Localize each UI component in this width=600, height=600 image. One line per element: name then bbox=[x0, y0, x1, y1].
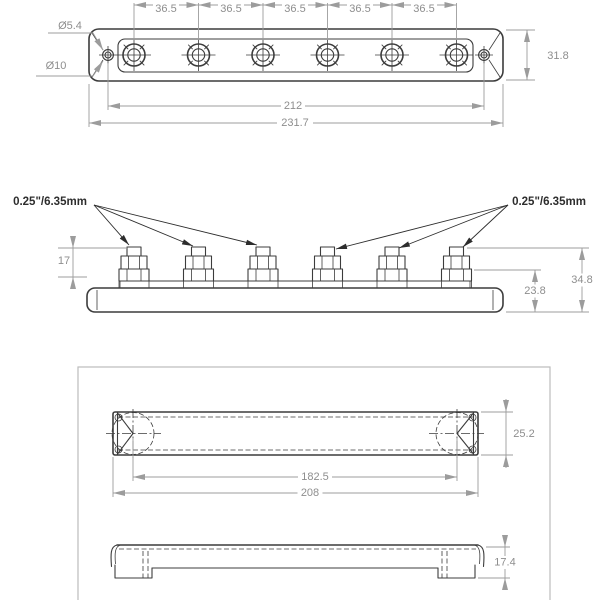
terminal-5 bbox=[375, 39, 409, 71]
dim-stud-height bbox=[58, 237, 128, 288]
dim-pitch-5: 36.5 bbox=[413, 3, 435, 15]
terminal-6 bbox=[440, 39, 474, 71]
dim-base-length bbox=[113, 457, 478, 500]
body-width-label: 31.8 bbox=[547, 50, 569, 62]
terminal-1 bbox=[117, 39, 151, 71]
profile-view bbox=[111, 545, 484, 578]
dim-hole-span bbox=[108, 63, 484, 113]
stud-height-label: 17 bbox=[57, 255, 71, 267]
stud-4 bbox=[313, 247, 343, 288]
base-height-label: 23.8 bbox=[524, 285, 546, 297]
dim-pitch-2: 36.5 bbox=[220, 3, 242, 15]
stud-callout-right-label: 0.25"/6.35mm bbox=[512, 196, 586, 208]
bottom-view bbox=[106, 409, 484, 458]
dim-pitch-1: 36.5 bbox=[155, 3, 177, 15]
dim-mounting-hole-dia bbox=[48, 20, 103, 50]
profile-height-label: 17.4 bbox=[494, 556, 516, 569]
terminal-3 bbox=[246, 39, 280, 71]
stud-2 bbox=[184, 247, 214, 288]
base-width-label: 25.2 bbox=[513, 428, 535, 440]
dim-pitch-4: 36.5 bbox=[349, 3, 371, 15]
terminal-4 bbox=[311, 39, 345, 71]
hole-span-label: 212 bbox=[283, 100, 303, 112]
dim-body-width bbox=[506, 30, 569, 80]
stud-1 bbox=[119, 247, 149, 288]
top-view bbox=[89, 29, 503, 81]
dim-counterbore-dia bbox=[36, 60, 103, 76]
stud-5 bbox=[377, 247, 407, 288]
dim-foot-span bbox=[133, 438, 457, 484]
base-length-label: 208 bbox=[300, 487, 320, 499]
foot-span-label: 182.5 bbox=[301, 471, 329, 483]
top-view-dimensions bbox=[36, 2, 569, 130]
callout-stud-right bbox=[336, 196, 586, 249]
overall-length-label: 231.7 bbox=[281, 117, 309, 129]
stud-callout-left-label: 0.25"/6.35mm bbox=[13, 196, 87, 208]
side-view-dimensions bbox=[13, 196, 595, 312]
callout-stud-left bbox=[13, 196, 257, 246]
overall-height-label: 34.8 bbox=[571, 274, 593, 286]
terminal-2 bbox=[182, 39, 216, 71]
dim-pitch-3: 36.5 bbox=[284, 3, 306, 15]
dim-overall-height bbox=[467, 248, 596, 312]
stud-6 bbox=[442, 247, 472, 288]
dim-pitch-chain bbox=[134, 2, 457, 40]
stud-3 bbox=[248, 247, 278, 288]
dim-base-width bbox=[481, 399, 535, 468]
counterbore-dia-label: Ø10 bbox=[45, 60, 67, 72]
side-view bbox=[87, 247, 503, 312]
mounting-hole-dia-label: Ø5.4 bbox=[58, 20, 82, 32]
